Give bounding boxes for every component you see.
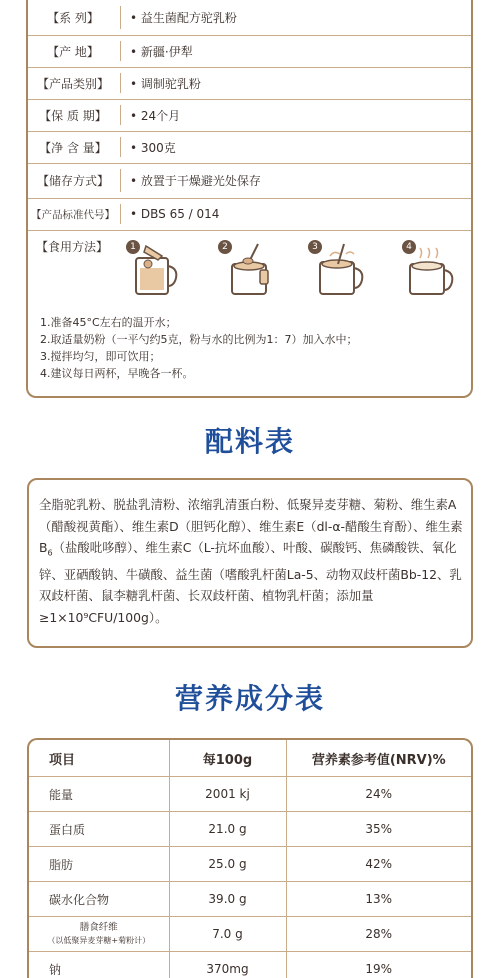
nutrition-table <box>27 738 473 978</box>
info-row-shelf-life <box>28 99 471 132</box>
row-per100g: 7.0 g <box>169 917 286 952</box>
usage-step: 1.准备45°C左右的温开水； <box>40 314 358 331</box>
table-row <box>29 812 471 847</box>
row-item: 能量 <box>29 777 169 812</box>
product-info-table <box>26 0 473 398</box>
row-nrv: 24% <box>286 777 471 812</box>
info-row-standard-code <box>28 198 471 231</box>
step-number: 4 <box>402 240 416 254</box>
info-key: 【储存方式】 <box>28 163 118 198</box>
info-value: • 24个月 <box>130 99 180 131</box>
header-per100g: 每100g <box>169 740 286 777</box>
row-per100g: 2001 kj <box>169 777 286 812</box>
row-nrv: 35% <box>286 812 471 847</box>
row-item-fiber <box>29 917 169 952</box>
header-item: 项目 <box>29 740 169 777</box>
table-row <box>29 847 471 882</box>
usage-step: 3.搅拌均匀，即可饮用； <box>40 348 358 365</box>
row-per100g: 21.0 g <box>169 812 286 847</box>
divider <box>120 105 121 125</box>
row-nrv: 42% <box>286 847 471 882</box>
divider <box>120 73 121 93</box>
nutrition-title: 营养成分表 <box>0 677 500 717</box>
usage-label: 【食用方法】 <box>36 238 108 255</box>
usage-step: 2.取适量奶粉（一平勺约5克，粉与水的比例为1：7）加入水中； <box>40 331 358 348</box>
info-value: • 益生菌配方驼乳粉 <box>130 0 237 35</box>
ingredients-subscript: 6 <box>48 548 53 557</box>
step-2-illustration <box>218 240 278 300</box>
row-per100g: 370mg <box>169 952 286 978</box>
row-item: 脂肪 <box>29 847 169 882</box>
row-per100g: 25.0 g <box>169 847 286 882</box>
step-4-illustration <box>402 240 462 300</box>
row-nrv: 19% <box>286 952 471 978</box>
step-number: 2 <box>218 240 232 254</box>
divider <box>120 137 121 157</box>
info-row-storage <box>28 163 471 199</box>
row-item: 钠 <box>29 952 169 978</box>
info-row-origin <box>28 35 471 68</box>
ingredients-text: 全脂驼乳粉、脱盐乳清粉、浓缩乳清蛋白粉、低聚异麦芽糖、菊粉、维生素A（醋酸视黄酯）、维生素D（胆钙化醇）、维生素E（dl-α-醋酸生育酚）、维生素B <box>39 497 463 555</box>
step-3-illustration <box>308 240 368 300</box>
row-nrv: 28% <box>286 917 471 952</box>
usage-steps <box>40 314 358 382</box>
info-key: 【保 质 期】 <box>28 99 118 131</box>
info-row-category <box>28 67 471 100</box>
info-value: • 放置于干燥避光处保存 <box>130 163 261 198</box>
ingredients-title: 配料表 <box>0 420 500 460</box>
info-key: 【产 地】 <box>28 35 118 67</box>
info-key: 【产品标准代号】 <box>28 198 118 230</box>
divider <box>120 204 121 224</box>
info-value: • 新疆·伊犁 <box>130 35 193 67</box>
step-number: 3 <box>308 240 322 254</box>
row-item: 蛋白质 <box>29 812 169 847</box>
ingredients-text-cont: （盐酸吡哆醇）、维生素C（L-抗坏血酸）、叶酸、碳酸钙、焦磷酸铁、氧化锌、亚硒酸钠、牛磺酸、益生菌（嗜酸乳杆菌La-5、动物双歧杆菌Bb-12、乳双歧杆菌、鼠李糖乳杆菌、长双歧杆菌、植物乳杆菌；添加量≥1×10⁹CFU/100g）。 <box>39 540 462 625</box>
row-nrv: 13% <box>286 882 471 917</box>
info-value: • 300克 <box>130 131 176 163</box>
usage-step: 4.建议每日两杯，早晚各一杯。 <box>40 365 358 382</box>
row-item: 膳食纤维 <box>29 921 169 934</box>
info-row-series <box>28 0 471 36</box>
divider <box>120 169 121 192</box>
row-per100g: 39.0 g <box>169 882 286 917</box>
table-row <box>29 882 471 917</box>
divider <box>120 6 121 29</box>
row-item-note: （以低聚异麦芽糖+菊粉计） <box>29 934 169 947</box>
info-key: 【产品类别】 <box>28 67 118 99</box>
step-number: 1 <box>126 240 140 254</box>
ingredients-box <box>27 478 473 648</box>
table-row <box>29 777 471 812</box>
info-value: • DBS 65 / 014 <box>130 198 219 230</box>
row-item: 碳水化合物 <box>29 882 169 917</box>
info-row-net-content <box>28 131 471 164</box>
divider <box>120 41 121 61</box>
info-value: • 调制驼乳粉 <box>130 67 201 99</box>
step-1-illustration <box>126 240 186 300</box>
header-nrv: 营养素参考值(NRV)% <box>286 740 471 777</box>
table-header-row <box>29 740 471 777</box>
info-key: 【净 含 量】 <box>28 131 118 163</box>
info-key: 【系 列】 <box>28 0 118 35</box>
table-row <box>29 952 471 978</box>
table-row <box>29 917 471 952</box>
